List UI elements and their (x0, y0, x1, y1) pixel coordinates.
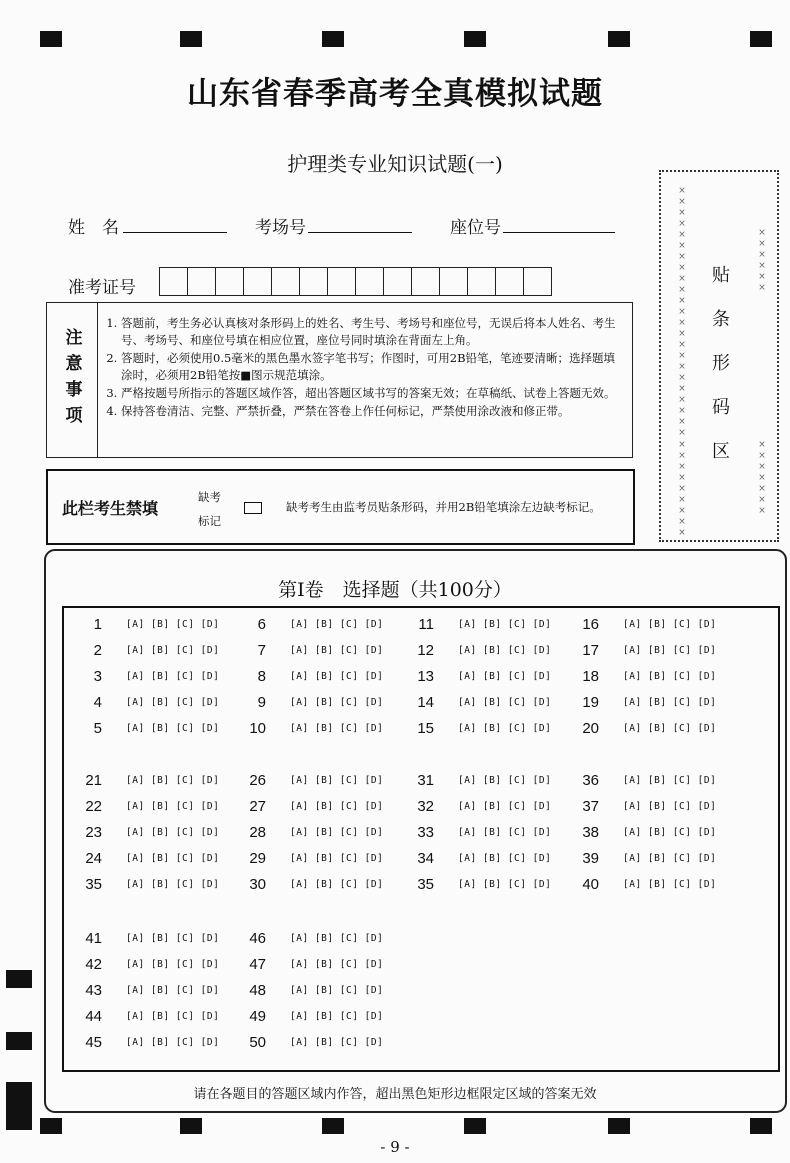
question-number: 18 (582, 668, 599, 685)
notice-item: 2. 答题时，必须使用0.5毫米的黑色墨水签字笔书写；作图时，可用2B铅笔，笔迹要清晰；选择题填涂时，必须用2B铅笔按■图示规范填涂。 (121, 350, 621, 384)
answer-options[interactable]: [A] [B] [C] [D] (126, 985, 220, 996)
notice-item: 1. 答题前，考生务必认真核对条形码上的姓名、考生号、考场号和座位号，无误后将本人姓名、考生号、考场号、和座位号填在相应位置，座位号同时填涂在背面左上角。 (121, 315, 621, 349)
room-label: 考场号 (255, 218, 306, 238)
question-number: 50 (249, 1034, 266, 1051)
timing-mark (608, 31, 630, 47)
timing-mark (750, 1118, 772, 1134)
question-number: 30 (249, 876, 266, 893)
answer-options[interactable]: [A] [B] [C] [D] (290, 933, 384, 944)
barcode-decoration: ××××××× (757, 440, 767, 517)
answer-options[interactable]: [A] [B] [C] [D] (458, 775, 552, 786)
question-number: 2 (93, 642, 102, 659)
answer-options[interactable]: [A] [B] [C] [D] (126, 801, 220, 812)
question-number: 27 (249, 798, 266, 815)
exam-id-box[interactable] (439, 267, 468, 296)
exam-id-box[interactable] (355, 267, 384, 296)
room-field[interactable] (308, 232, 412, 233)
question-number: 26 (249, 772, 266, 789)
barcode-area (659, 170, 779, 542)
barcode-decoration: ××××××××× (677, 440, 687, 539)
exam-id-box[interactable] (159, 267, 188, 296)
answer-options[interactable]: [A] [B] [C] [D] (623, 645, 717, 656)
page-number: - 9 - (380, 1138, 410, 1156)
question-number: 37 (582, 798, 599, 815)
answer-options[interactable]: [A] [B] [C] [D] (290, 1011, 384, 1022)
answer-options[interactable]: [A] [B] [C] [D] (458, 671, 552, 682)
absent-box (46, 469, 635, 545)
question-number: 16 (582, 616, 599, 633)
answer-options[interactable]: [A] [B] [C] [D] (290, 1037, 384, 1048)
notice-item: 4. 保持答卷清洁、完整、严禁折叠，严禁在答卷上作任何标记，严禁使用涂改液和修正带。 (121, 403, 621, 420)
section-title: 第Ⅰ卷 选择题（共100分） (278, 579, 512, 601)
exam-id-box[interactable] (243, 267, 272, 296)
question-number: 11 (418, 616, 434, 633)
answer-options[interactable]: [A] [B] [C] [D] (126, 827, 220, 838)
answer-options[interactable]: [A] [B] [C] [D] (458, 723, 552, 734)
absent-mark-label: 缺考标记 (198, 490, 221, 528)
exam-id-label: 准考证号 (68, 278, 136, 298)
timing-mark (180, 31, 202, 47)
question-number: 44 (85, 1008, 102, 1025)
notice-heading: 注意事项 (47, 303, 98, 457)
question-number: 5 (93, 720, 102, 737)
timing-mark (6, 1032, 32, 1050)
question-number: 22 (85, 798, 102, 815)
answer-options[interactable]: [A] [B] [C] [D] (290, 801, 384, 812)
timing-mark (464, 31, 486, 47)
answer-options[interactable]: [A] [B] [C] [D] (623, 853, 717, 864)
question-number: 24 (85, 850, 102, 867)
answer-options[interactable]: [A] [B] [C] [D] (126, 853, 220, 864)
question-number: 31 (417, 772, 434, 789)
timing-mark (750, 31, 772, 47)
answer-options[interactable]: [A] [B] [C] [D] (623, 827, 717, 838)
absent-instruction: 缺考考生由监考员贴条形码，并用2B铅笔填涂左边缺考标记。 (286, 500, 601, 514)
question-number: 45 (85, 1034, 102, 1051)
question-number: 19 (582, 694, 599, 711)
answer-options[interactable]: [A] [B] [C] [D] (126, 959, 220, 970)
exam-id-box[interactable] (523, 267, 552, 296)
page-subtitle: 护理类专业知识试题(一) (287, 152, 503, 176)
answer-options[interactable]: [A] [B] [C] [D] (290, 671, 384, 682)
absent-label: 此栏考生禁填 (62, 499, 159, 518)
answer-options[interactable]: [A] [B] [C] [D] (126, 645, 220, 656)
notice-item: 3. 严格按题号所指示的答题区域作答，超出答题区域书写的答案无效；在草稿纸、试卷上答题无效。 (121, 385, 621, 402)
answer-options[interactable]: [A] [B] [C] [D] (290, 775, 384, 786)
footer-note: 请在各题目的答题区域内作答，超出黑色矩形边框限定区域的答案无效 (193, 1087, 597, 1102)
barcode-decoration: ×××××× (757, 228, 767, 294)
answer-options[interactable]: [A] [B] [C] [D] (623, 775, 717, 786)
question-number: 1 (93, 616, 102, 633)
timing-mark (608, 1118, 630, 1134)
question-number: 35 (417, 876, 434, 893)
timing-mark (180, 1118, 202, 1134)
answer-options[interactable]: [A] [B] [C] [D] (126, 619, 220, 630)
answer-options[interactable]: [A] [B] [C] [D] (290, 959, 384, 970)
answer-options[interactable]: [A] [B] [C] [D] (458, 827, 552, 838)
question-number: 12 (417, 642, 434, 659)
answer-options[interactable]: [A] [B] [C] [D] (623, 671, 717, 682)
answer-options[interactable]: [A] [B] [C] [D] (623, 801, 717, 812)
answer-options[interactable]: [A] [B] [C] [D] (290, 985, 384, 996)
question-number: 3 (93, 668, 102, 685)
notice-box (46, 302, 633, 458)
name-field[interactable] (123, 232, 227, 233)
timing-mark (322, 1118, 344, 1134)
answer-options[interactable]: [A] [B] [C] [D] (290, 697, 384, 708)
question-number: 13 (417, 668, 434, 685)
timing-mark (6, 970, 32, 988)
question-number: 46 (249, 930, 266, 947)
answer-options[interactable]: [A] [B] [C] [D] (126, 933, 220, 944)
answer-options[interactable]: [A] [B] [C] [D] (126, 671, 220, 682)
question-number: 43 (85, 982, 102, 999)
exam-id-box[interactable] (411, 267, 440, 296)
question-number: 6 (257, 616, 266, 633)
exam-id-box[interactable] (215, 267, 244, 296)
timing-mark (464, 1118, 486, 1134)
question-number: 15 (417, 720, 434, 737)
answer-options[interactable]: [A] [B] [C] [D] (126, 1011, 220, 1022)
question-number: 40 (582, 876, 599, 893)
question-number: 32 (417, 798, 434, 815)
question-number: 35 (85, 876, 102, 893)
answer-options[interactable]: [A] [B] [C] [D] (290, 853, 384, 864)
answer-grid (62, 606, 780, 1072)
exam-id-box[interactable] (383, 267, 412, 296)
question-number: 49 (249, 1008, 266, 1025)
seat-label: 座位号 (450, 218, 501, 238)
answer-options[interactable]: [A] [B] [C] [D] (458, 697, 552, 708)
answer-options[interactable]: [A] [B] [C] [D] (290, 723, 384, 734)
question-number: 33 (417, 824, 434, 841)
seat-field[interactable] (503, 232, 615, 233)
answer-options[interactable]: [A] [B] [C] [D] (290, 827, 384, 838)
question-number: 29 (249, 850, 266, 867)
question-number: 14 (417, 694, 434, 711)
question-number: 17 (582, 642, 599, 659)
page-title: 山东省春季高考全真模拟试题 (187, 76, 603, 112)
barcode-label: 贴条形码区 (712, 265, 730, 462)
question-number: 48 (249, 982, 266, 999)
exam-id-box[interactable] (327, 267, 356, 296)
answer-options[interactable]: [A] [B] [C] [D] (458, 801, 552, 812)
question-number: 8 (257, 668, 266, 685)
answer-options[interactable]: [A] [B] [C] [D] (290, 645, 384, 656)
name-label: 姓 名 (68, 218, 119, 238)
question-number: 9 (257, 694, 266, 711)
answer-options[interactable]: [A] [B] [C] [D] (458, 645, 552, 656)
timing-mark (40, 1118, 62, 1134)
answer-options[interactable]: [A] [B] [C] [D] (290, 879, 384, 890)
answer-options[interactable]: [A] [B] [C] [D] (126, 723, 220, 734)
answer-options[interactable]: [A] [B] [C] [D] (126, 1037, 220, 1048)
question-number: 36 (582, 772, 599, 789)
answer-options[interactable]: [A] [B] [C] [D] (623, 879, 717, 890)
timing-mark (322, 31, 344, 47)
answer-options[interactable]: [A] [B] [C] [D] (458, 853, 552, 864)
exam-id-box[interactable] (495, 267, 524, 296)
question-number: 21 (85, 772, 102, 789)
question-number: 47 (249, 956, 266, 973)
question-number: 4 (93, 694, 102, 711)
question-number: 42 (85, 956, 102, 973)
exam-id-box[interactable] (467, 267, 496, 296)
answer-options[interactable]: [A] [B] [C] [D] (623, 723, 717, 734)
question-number: 28 (249, 824, 266, 841)
question-number: 7 (257, 642, 266, 659)
question-number: 10 (249, 720, 266, 737)
answer-options[interactable]: [A] [B] [C] [D] (126, 697, 220, 708)
absent-checkbox[interactable] (244, 502, 262, 514)
answer-options[interactable]: [A] [B] [C] [D] (458, 879, 552, 890)
question-number: 23 (85, 824, 102, 841)
answer-options[interactable]: [A] [B] [C] [D] (126, 775, 220, 786)
answer-options[interactable]: [A] [B] [C] [D] (458, 619, 552, 630)
exam-id-box[interactable] (271, 267, 300, 296)
exam-id-box[interactable] (187, 267, 216, 296)
answer-options[interactable]: [A] [B] [C] [D] (623, 697, 717, 708)
barcode-decoration: ××××××××××××××××××××××× (677, 186, 687, 439)
question-number: 20 (582, 720, 599, 737)
question-number: 34 (417, 850, 434, 867)
question-number: 41 (85, 930, 102, 947)
timing-mark (40, 31, 62, 47)
question-number: 38 (582, 824, 599, 841)
answer-options[interactable]: [A] [B] [C] [D] (290, 619, 384, 630)
answer-options[interactable]: [A] [B] [C] [D] (126, 879, 220, 890)
exam-id-boxes[interactable] (160, 267, 552, 296)
exam-id-box[interactable] (299, 267, 328, 296)
question-number: 39 (582, 850, 599, 867)
answer-options[interactable]: [A] [B] [C] [D] (623, 619, 717, 630)
